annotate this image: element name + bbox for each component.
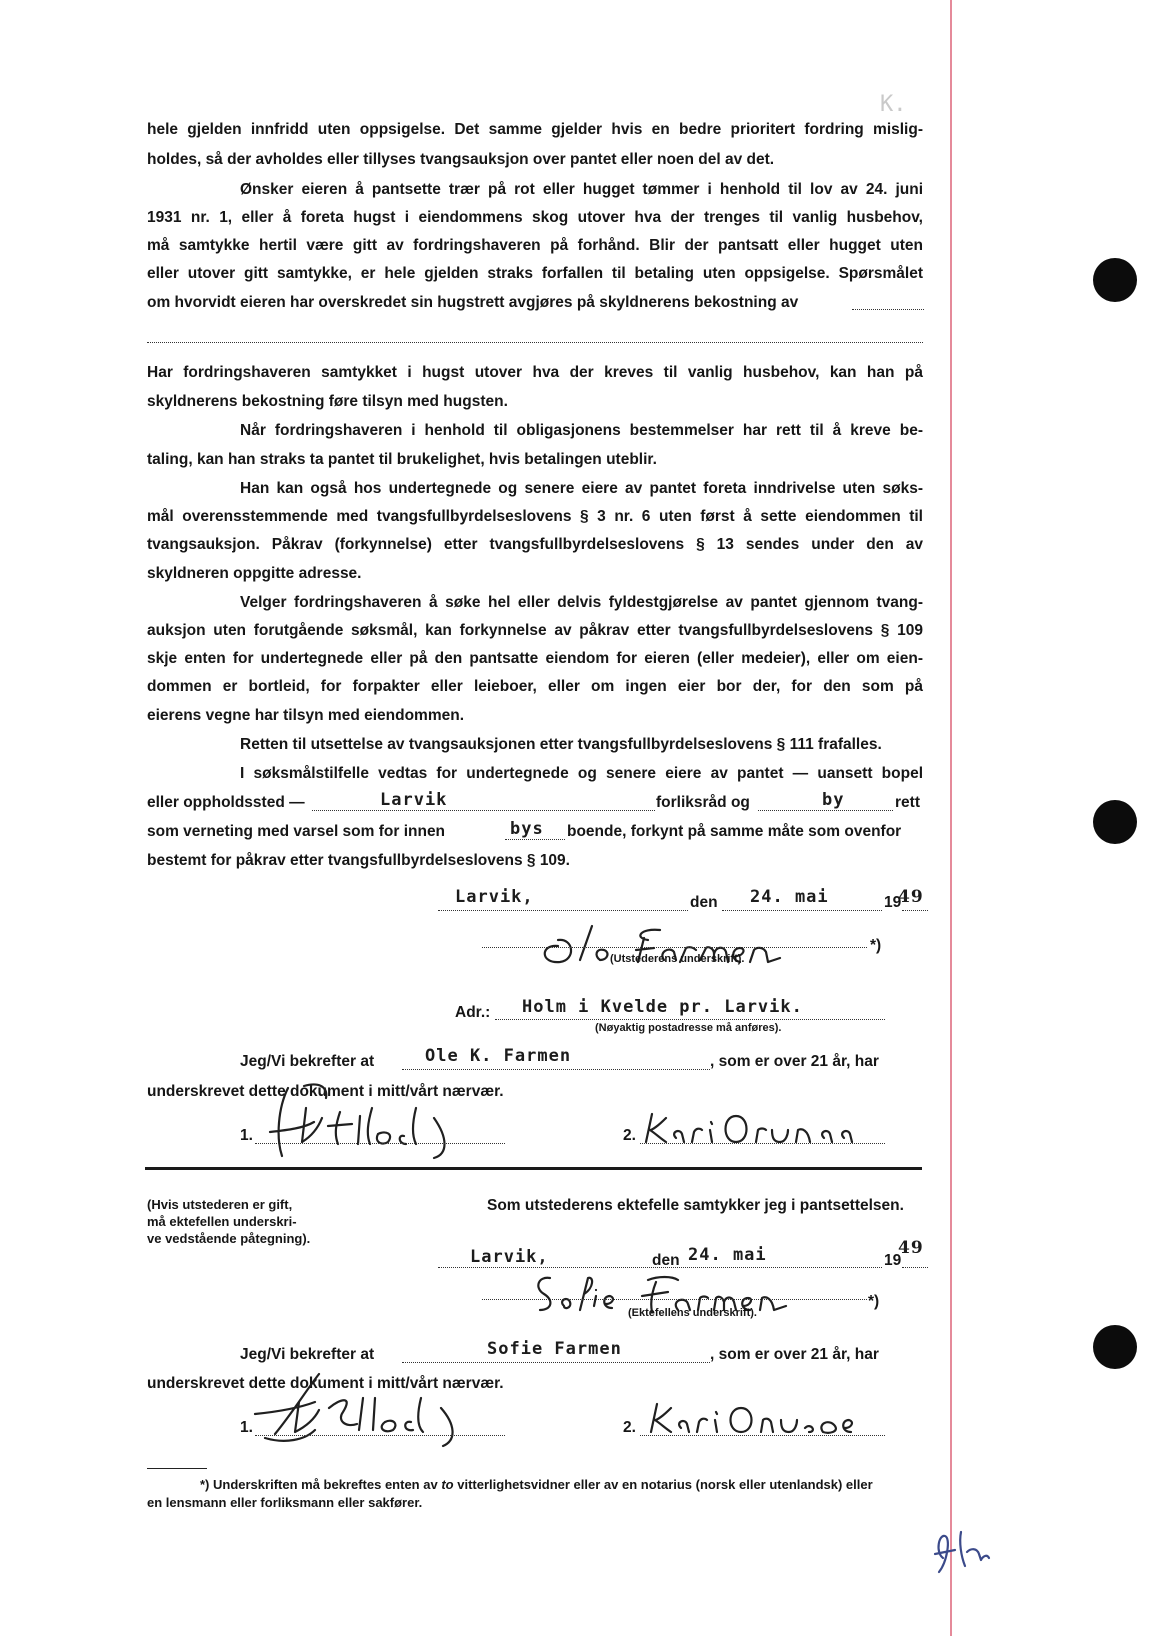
fill-line — [495, 1019, 885, 1020]
year-suffix: 49 — [898, 1238, 924, 1258]
fill-line — [685, 1267, 882, 1268]
text-line: om hvorvidt eieren har overskredet sin hugstrett avgjøres på skyldnerens bekostning av — [147, 294, 799, 311]
text-line: 1931 nr. 1, eller å foreta hugst i eiendommens skog utover hva der trenges til vanlig husbehov, — [147, 209, 923, 226]
text-line: Ønsker eieren å pantsette trær på rot eller hugget tømmer i henhold til lov av 24. juni — [240, 181, 923, 198]
text-line: underskrevet dette dokument i mitt/vårt nærvær. — [147, 1083, 504, 1100]
issuer-caption: (Utstederens underskrift). — [610, 953, 745, 965]
text-line: , som er over 21 år, har — [710, 1346, 879, 1363]
fill-line — [902, 910, 928, 911]
margin-rule — [950, 0, 952, 1636]
spouse-note: ve vedstående påtegning). — [147, 1231, 311, 1246]
text-line: boende, forkynt på samme måte som ovenfor — [567, 823, 902, 840]
fill-line — [402, 1069, 710, 1070]
spouse-caption: (Ektefellens underskrift). — [628, 1307, 757, 1319]
footnote-part: vitterlighetsvidner eller av en notarius (norsk eller utenlandsk) eller — [457, 1477, 873, 1492]
text-line: taling, kan han straks ta pantet til brukelighet, hvis betalingen uteblir. — [147, 451, 657, 468]
text-line: eller oppholdssted — — [147, 794, 305, 811]
text-line: må samtykke hertil være gitt av fordringshaveren på forhånd. Blir der pantsatt eller hugget uten — [147, 237, 923, 254]
text-line: rett — [895, 794, 920, 811]
signature-line — [255, 1143, 505, 1144]
page-mark: K. — [880, 92, 907, 117]
text-line: Har fordringshaveren samtykket i hugst utover hva der kreves til vanlig husbehov, kan han på — [147, 364, 923, 381]
section-divider — [145, 1167, 922, 1170]
text-line: underskrevet dette dokument i mitt/vårt nærvær. — [147, 1375, 504, 1392]
spouse-place: Larvik, — [470, 1247, 549, 1267]
signature-icon — [245, 1368, 515, 1448]
text-line: forliksråd og — [656, 794, 750, 811]
text-line: , som er over 21 år, har — [710, 1053, 879, 1070]
text-line: bestemt for påkrav etter tvangsfullbyrdelseslovens § 109. — [147, 852, 570, 869]
text-line: som verneting med varsel som for innen — [147, 823, 446, 840]
signing-date: 24. mai — [750, 887, 829, 907]
venue-innen: bys — [510, 819, 544, 839]
fill-line — [438, 910, 688, 911]
signature-line — [640, 1435, 885, 1436]
fill-line — [852, 309, 924, 310]
venue-rett: by — [822, 790, 845, 810]
sig-suffix: *) — [870, 937, 882, 954]
punch-hole-icon — [1093, 258, 1137, 302]
text-line: dommen er bortleid, for forpakter eller leieboer, eller om ingen eier bor der, for den som på — [147, 678, 923, 695]
fill-line — [722, 910, 882, 911]
text-line: Han kan også hos undertegnede og senere eiere av pantet foreta inndrivelse uten søks- — [240, 480, 923, 497]
text-line: Jeg/Vi bekrefter at — [240, 1346, 375, 1363]
signature-icon — [248, 1078, 508, 1160]
footnote-text — [200, 1476, 873, 1493]
year-suffix: 49 — [898, 887, 924, 907]
fill-line — [312, 810, 655, 811]
text-line: auksjon uten forutgående søksmål, kan forkynnelse av påkrav etter tvangsfullbyrdelseslovens § 109 — [147, 622, 923, 639]
num-label: 1. — [240, 1419, 253, 1436]
fill-line — [758, 810, 893, 811]
punch-hole-icon — [1093, 800, 1137, 844]
witness-name: Sofie Farmen — [487, 1339, 622, 1359]
year-prefix: 19 — [884, 894, 902, 911]
text-line: Jeg/Vi bekrefter at — [240, 1053, 375, 1070]
signature-line — [255, 1435, 505, 1436]
fill-line — [147, 342, 923, 343]
venue-forliksrad: Larvik — [380, 790, 448, 810]
fill-line — [902, 1267, 928, 1268]
num-label: 1. — [240, 1127, 253, 1144]
text-line: mål overensstemmende med tvangsfullbyrdelseslovens § 3 nr. 6 uten først å sette eiendommen til — [147, 508, 923, 525]
text-line: skje enten for undertegnede eller på den pantsatte eiendom for eieren (eller medeier), eller om eien- — [147, 650, 923, 667]
initials-icon — [925, 1508, 995, 1578]
spouse-note: må ektefellen underskri- — [147, 1214, 297, 1229]
footnote-text: en lensmann eller forliksmann eller sakfører. — [147, 1495, 423, 1510]
signature-icon — [640, 1108, 860, 1148]
footnote-part: to — [441, 1477, 454, 1492]
text-line: I søksmålstilfelle vedtas for undertegnede og senere eiere av pantet — uansett bopel — [240, 765, 923, 782]
fill-line — [402, 1362, 710, 1363]
signing-place: Larvik, — [455, 887, 534, 907]
witness-name: Ole K. Farmen — [425, 1046, 572, 1066]
text-line: tvangsauksjon. Påkrav (forkynnelse) etter tvangsfullbyrdelseslovens § 13 sendes under den av — [147, 536, 923, 553]
punch-hole-icon — [1093, 1325, 1137, 1369]
text-line: Velger fordringshaveren å søke hel eller delvis fyldestgjørelse av pantet gjennom tvang- — [240, 594, 923, 611]
spouse-consent: Som utstederens ektefelle samtykker jeg i pantsettelsen. — [487, 1197, 904, 1214]
text-line: eller utover gitt samtykke, er hele gjelden straks forfallen til betaling uten oppsigelse. Spørsmålet — [147, 265, 923, 282]
adr-label: Adr.: — [455, 1004, 491, 1021]
signature-line — [640, 1143, 885, 1144]
text-line: holdes, så der avholdes eller tillyses tvangsauksjon over pantet eller noen del av det. — [147, 151, 775, 168]
text-line: skyldneren oppgitte adresse. — [147, 565, 362, 582]
footnote-part: *) Underskriften må bekreftes enten av — [200, 1477, 438, 1492]
sig-suffix: *) — [868, 1293, 880, 1310]
den-label: den — [652, 1252, 680, 1269]
footnote-divider — [147, 1468, 207, 1469]
address: Holm i Kvelde pr. Larvik. — [522, 997, 803, 1017]
year-prefix: 19 — [884, 1252, 902, 1269]
text-line: Når fordringshaveren i henhold til obligasjonens bestemmelser har rett til å kreve be- — [240, 422, 923, 439]
text-line: hele gjelden innfridd uten oppsigelse. Det samme gjelder hvis en bedre prioritert fordring mislig- — [147, 121, 923, 138]
spouse-note: (Hvis utstederen er gift, — [147, 1197, 293, 1212]
num-label: 2. — [623, 1127, 636, 1144]
text-line: Retten til utsettelse av tvangsauksjonen etter tvangsfullbyrdelseslovens § 111 frafalles. — [240, 736, 882, 753]
spouse-date: 24. mai — [688, 1245, 767, 1265]
signature-icon — [645, 1398, 870, 1438]
signature-line — [482, 947, 867, 948]
text-line: skyldnerens bekostning føre tilsyn med hugsten. — [147, 393, 508, 410]
text-line: eierens vegne har tilsyn med eiendommen. — [147, 707, 465, 724]
address-caption: (Nøyaktig postadresse må anføres). — [595, 1022, 782, 1034]
den-label: den — [690, 894, 718, 911]
signature-line — [482, 1299, 867, 1300]
fill-line — [438, 1267, 688, 1268]
num-label: 2. — [623, 1419, 636, 1436]
fill-line — [505, 839, 565, 840]
